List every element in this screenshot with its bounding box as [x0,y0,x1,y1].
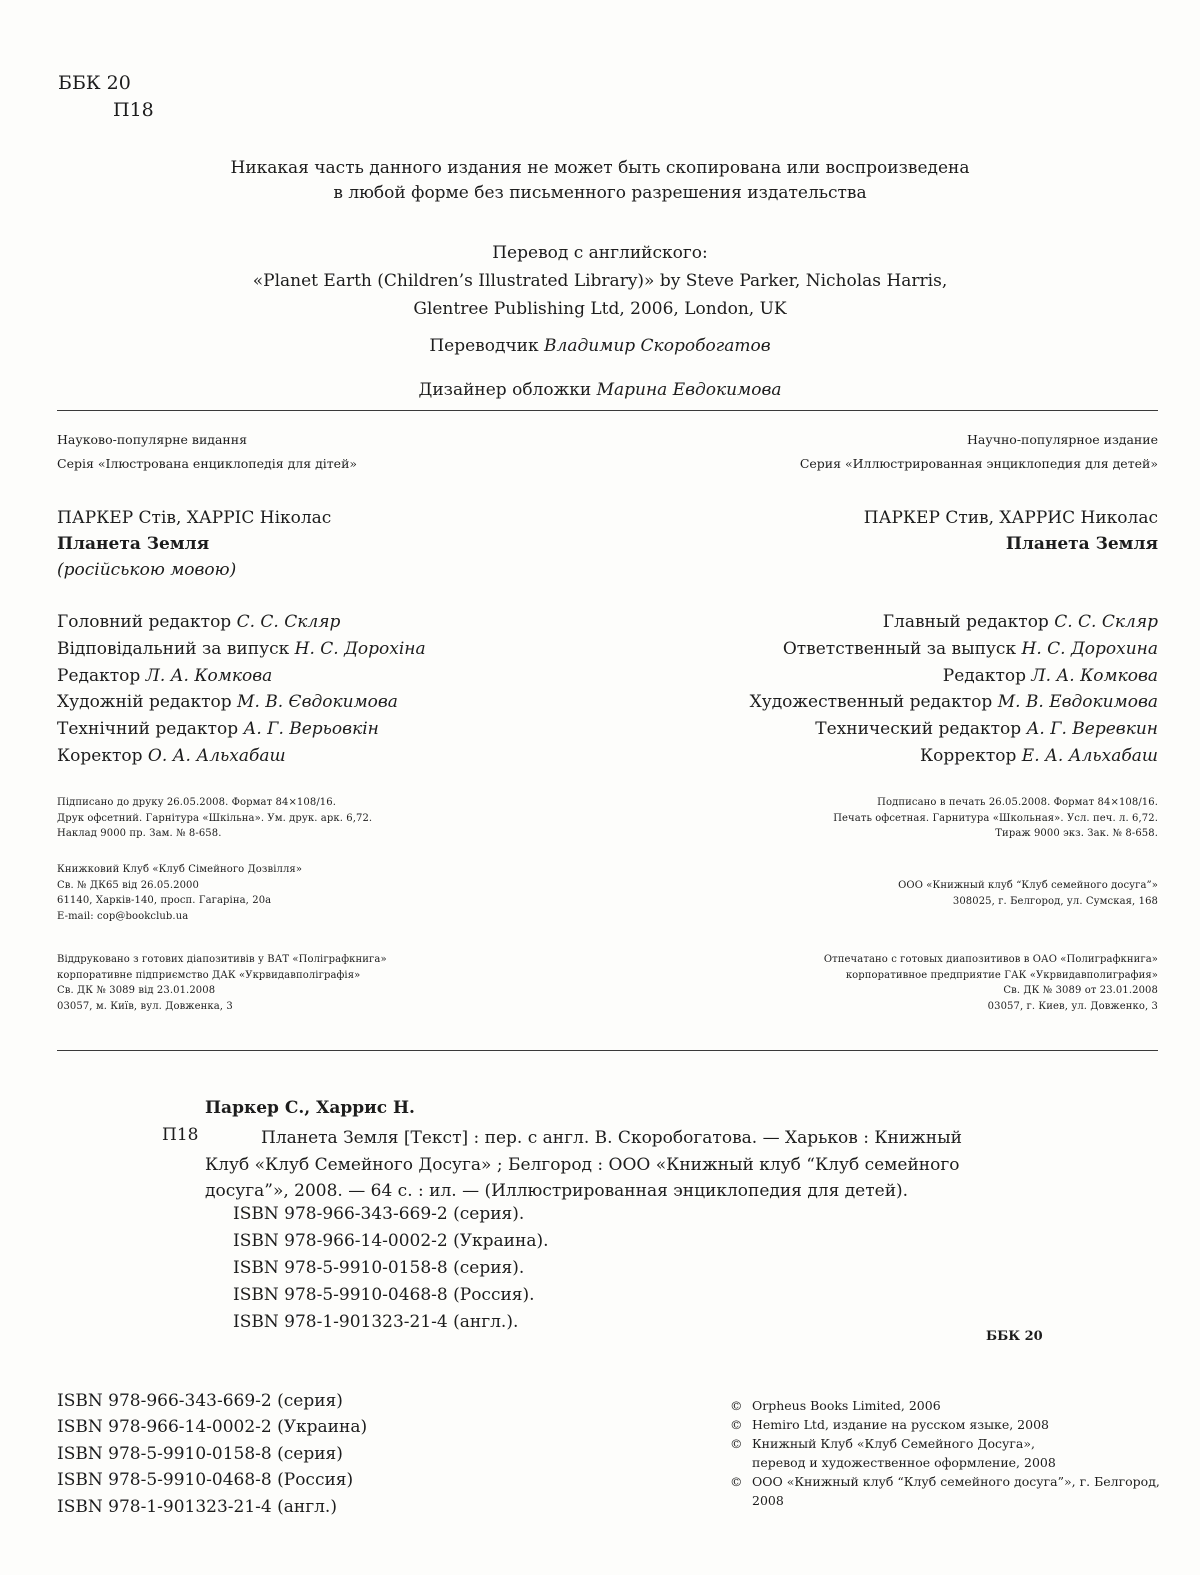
translator-credit [0,336,1200,356]
copyright-icon: © [730,1472,752,1510]
right-genre-block [598,428,1158,476]
bib-isbn-list [233,1201,549,1336]
isbn-item: ISBN 978-966-14-0002-2 (Украина) [57,1414,367,1440]
left-print-info: Підписано до друку 26.05.2008. Формат 84×108/16. Друк офсетний. Гарнітура «Шкільна». Ум. друк. арк. 6,72. Наклад 9000 пр. Зам. № 8-658. [57,795,617,842]
book-title: Планета Земля [598,531,1158,557]
editor-row: Корректор Е. А. Альхабаш [598,743,1158,770]
isbn-item: ISBN 978-5-9910-0468-8 (Россия). [233,1282,549,1309]
right-print-info: Подписано в печать 26.05.2008. Формат 84×108/16. Печать офсетная. Гарнитура «Школьная». Усл. печ. л. 6,72. Тираж 9000 экз. Зак. № 8-658. [598,795,1158,842]
divider [57,410,1158,411]
copyright-icon: © [730,1434,752,1472]
right-printer: Отпечатано с готовых диапозитивов в ОАО «Полиграфкнига» корпоративное предприятие ГАК «Укрвидавполиграфия» Св. ДК № 3089 от 23.01.2008 03057, г. Киев, ул. Довженко, 3 [598,952,1158,1014]
editor-row: Ответственный за выпуск Н. С. Дорохина [598,636,1158,663]
left-editors [57,609,617,770]
left-title-block [57,505,617,583]
translation-source [0,239,1200,323]
series: Серія «Ілюстрована енциклопедія для дітей» [57,452,617,476]
editor-row: Головний редактор С. С. Скляр [57,609,617,636]
notice-line: в любой форме без письменного разрешения издательства [0,181,1200,206]
editor-row: Художественный редактор М. В. Евдокимова [598,689,1158,716]
translation-label: Перевод с английского: [0,239,1200,267]
editor-row: Відповідальний за випуск Н. С. Дорохіна [57,636,617,663]
isbn-item: ISBN 978-966-343-669-2 (серия) [57,1388,367,1414]
bottom-isbn-list [57,1388,367,1520]
copyright-icon: © [730,1396,752,1415]
designer-credit [0,380,1200,400]
isbn-item: ISBN 978-5-9910-0158-8 (серия) [57,1441,367,1467]
series: Серия «Иллюстрированная энциклопедия для детей» [598,452,1158,476]
translator-name: Владимир Скоробогатов [544,336,771,356]
right-publisher: ООО «Книжный клуб “Клуб семейного досуга”» 308025, г. Белгород, ул. Сумская, 168 [598,878,1158,909]
book-title: Планета Земля [57,531,617,557]
copyright-page [0,0,1200,1575]
bbk-code: ББК 20 [58,72,131,94]
editor-row: Редактор Л. А. Комкова [57,663,617,690]
bib-author: Паркер С., Харрис Н. [205,1098,415,1118]
copyright-notice [0,156,1200,206]
left-genre-block [57,428,617,476]
editor-row: Редактор Л. А. Комкова [598,663,1158,690]
authors: ПАРКЕР Стив, ХАРРИС Николас [598,505,1158,531]
editor-row: Художній редактор М. В. Євдокимова [57,689,617,716]
isbn-item: ISBN 978-1-901323-21-4 (англ.). [233,1309,549,1336]
isbn-item: ISBN 978-5-9910-0158-8 (серия). [233,1255,549,1282]
copyright-item: © Книжный Клуб «Клуб Семейного Досуга», перевод и художественное оформление, 2008 [730,1434,1160,1472]
author-mark: П18 [113,99,154,121]
right-editors [598,609,1158,770]
isbn-item: ISBN 978-966-343-669-2 (серия). [233,1201,549,1228]
editor-row: Главный редактор С. С. Скляр [598,609,1158,636]
isbn-item: ISBN 978-966-14-0002-2 (Украина). [233,1228,549,1255]
divider [57,1050,1158,1051]
translation-source-line: «Planet Earth (Children’s Illustrated Library)» by Steve Parker, Nicholas Harris, [0,267,1200,295]
copyright-item: © ООО «Книжный клуб “Клуб семейного досуга”», г. Белгород, 2008 [730,1472,1160,1510]
editor-row: Коректор О. А. Альхабаш [57,743,617,770]
designer-label: Дизайнер обложки [419,380,592,400]
editor-row: Технический редактор А. Г. Веревкин [598,716,1158,743]
authors: ПАРКЕР Стів, ХАРРІС Ніколас [57,505,617,531]
isbn-item: ISBN 978-5-9910-0468-8 (Россия) [57,1467,367,1493]
bib-code: П18 [162,1125,198,1145]
left-publisher: Книжковий Клуб «Клуб Сімейного Дозвілля» Св. № ДК65 від 26.05.2000 61140, Харків-140, просп. Гагаріна, 20а E-mail: cop@bookclub.ua [57,862,617,924]
copyright-item: © Hemiro Ltd, издание на русском языке, 2008 [730,1415,1160,1434]
translation-source-line: Glentree Publishing Ltd, 2006, London, UK [0,295,1200,323]
designer-name: Марина Евдокимова [597,380,782,400]
right-title-block [598,505,1158,557]
copyright-list [730,1396,1160,1510]
genre: Научно-популярное издание [598,428,1158,452]
notice-line: Никакая часть данного издания не может быть скопирована или воспроизведена [0,156,1200,181]
left-printer: Віддруковано з готових діапозитивів у ВАТ «Поліграфкнига» корпоративне підприємство ДАК «Укрвидавполіграфія» Св. ДК № 3089 від 23.01.2008 03057, м. Київ, вул. Довженка, 3 [57,952,617,1014]
language-note: (російською мовою) [57,557,617,583]
bib-description: Планета Земля [Текст] : пер. с англ. В. Скоробогатова. — Харьков : Книжный Клуб «Клуб Семейного Досуга» ; Белгород : ООО «Книжный клуб “Клуб семейного досуга”», 2008. — 64 с. : ил. — (Иллюстрированная энциклопедия для детей). [205,1125,1065,1205]
translator-label: Переводчик [429,336,538,356]
copyright-icon: © [730,1415,752,1434]
isbn-item: ISBN 978-1-901323-21-4 (англ.) [57,1494,367,1520]
genre: Науково-популярне видання [57,428,617,452]
bib-bbk: ББК 20 [986,1329,1043,1344]
copyright-item: © Orpheus Books Limited, 2006 [730,1396,1160,1415]
editor-row: Технічний редактор А. Г. Верьовкін [57,716,617,743]
